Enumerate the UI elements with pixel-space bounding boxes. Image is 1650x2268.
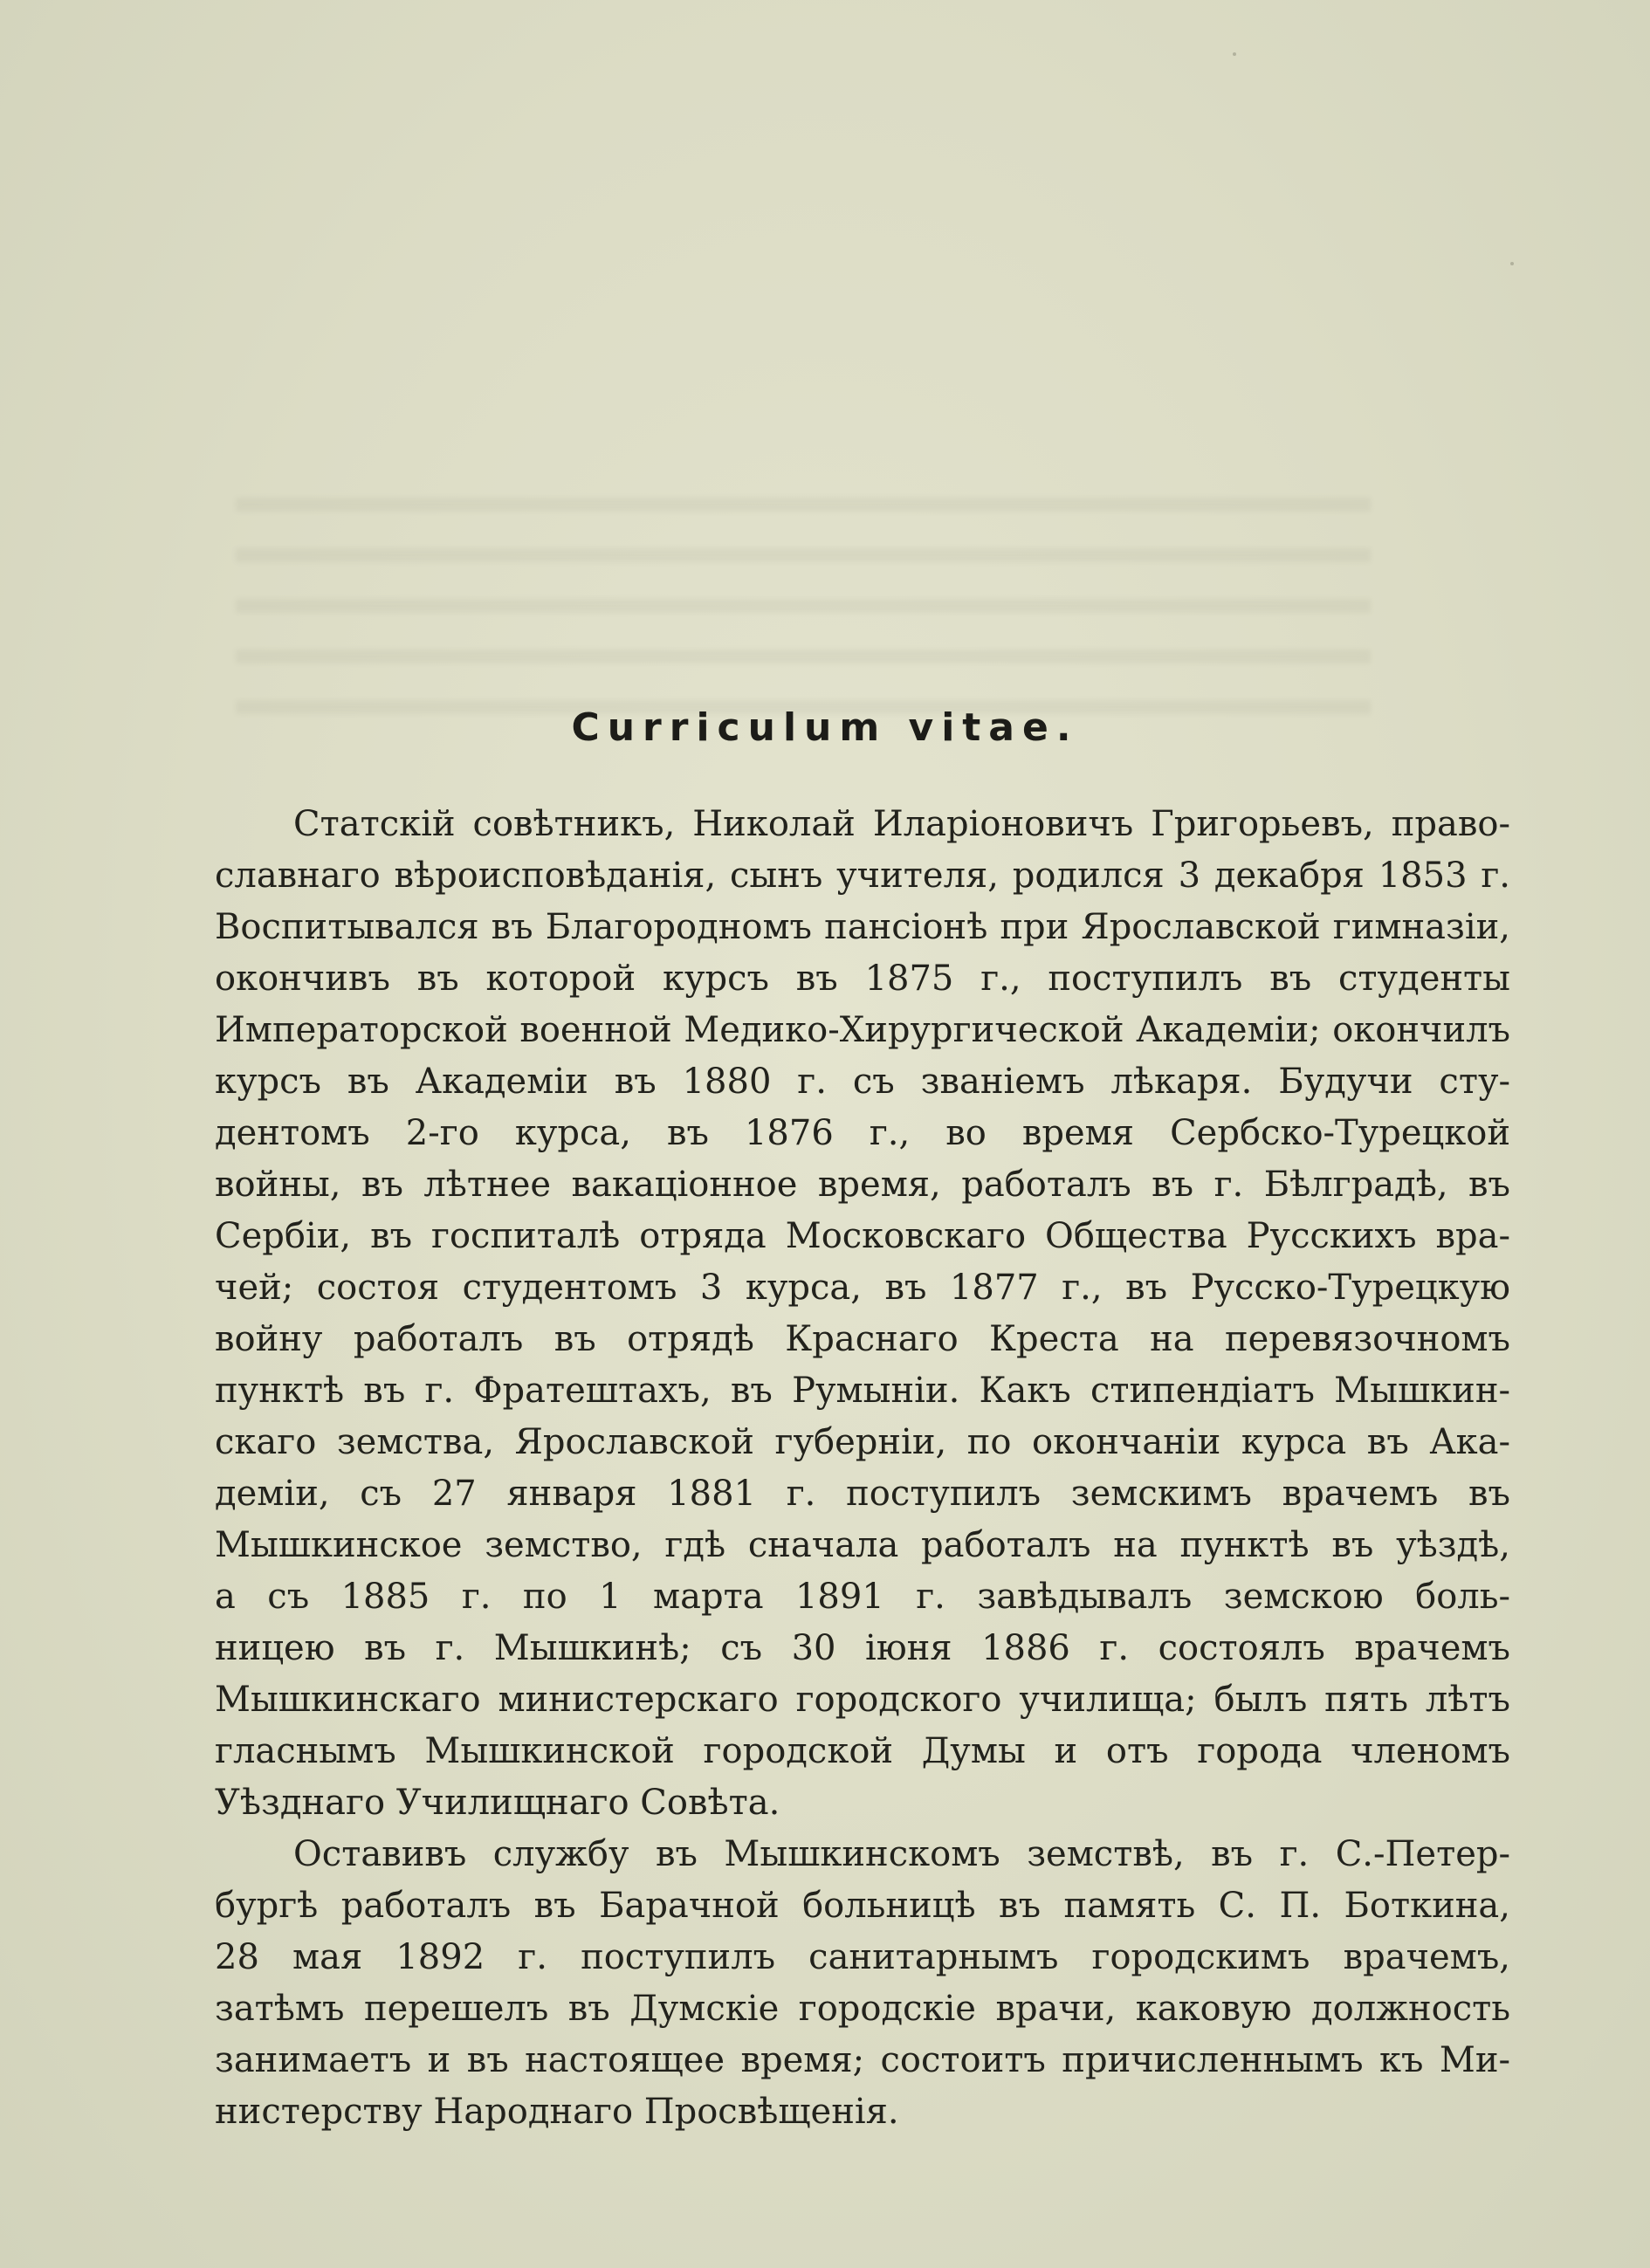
text-line: дентомъ 2-го курса, въ 1876 г., во время Сербско-Турецкой (215, 1113, 1510, 1153)
text-line: Мышкинскаго министерскаго городского училища; былъ пять лѣтъ (215, 1680, 1510, 1720)
text-line: Императорской военной Медико-Хирургической Академіи; окончилъ (215, 1010, 1510, 1050)
text-line: чей; состоя студентомъ 3 курса, въ 1877 г., въ Русско-Турецкую (215, 1268, 1510, 1308)
body-text (215, 799, 1510, 2138)
text-line: окончивъ въ которой курсъ въ 1875 г., поступилъ въ студенты (215, 959, 1510, 999)
page-heading: Curriculum vitae. (571, 705, 1079, 750)
text-line: ницею въ г. Мышкинѣ; съ 30 іюня 1886 г. состоялъ врачемъ (215, 1628, 1510, 1668)
paragraph-2 (215, 1829, 1510, 2138)
paragraph-1 (215, 799, 1510, 1829)
text-line: Воспитывался въ Благородномъ пансіонѣ при Ярославской гимназіи, (215, 907, 1510, 947)
text-line: курсъ въ Академіи въ 1880 г. съ званіемъ лѣкаря. Будучи сту- (215, 1062, 1510, 1102)
text-line: пунктѣ въ г. Фратештахъ, въ Румыніи. Какъ стипендіатъ Мышкин- (215, 1371, 1510, 1411)
paper-speck (1510, 262, 1514, 265)
text-line: деміи, съ 27 января 1881 г. поступилъ земскимъ врачемъ въ (215, 1474, 1510, 1514)
text-line: Статскій совѣтникъ, Николай Иларіоновичъ Григорьевъ, право- (293, 804, 1510, 844)
text-line: Сербіи, въ госпиталѣ отряда Московскаго Общества Русскихъ вра- (215, 1216, 1510, 1256)
text-line: Оставивъ службу въ Мышкинскомъ земствѣ, въ г. С.-Петер- (293, 1834, 1510, 1874)
text-line: Уѣзднаго Училищнаго Совѣта. (215, 1783, 780, 1823)
text-line: войну работалъ въ отрядѣ Краснаго Креста на перевязочномъ (215, 1319, 1510, 1359)
text-line: Мышкинское земство, гдѣ сначала работалъ на пунктѣ въ уѣздѣ, (215, 1525, 1510, 1565)
text-line: занимаетъ и въ настоящее время; состоитъ причисленнымъ къ Ми- (215, 2040, 1510, 2080)
paper-speck (1233, 52, 1236, 56)
text-line: войны, въ лѣтнее вакаціонное время, работалъ въ г. Бѣлградѣ, въ (215, 1165, 1510, 1205)
text-line: бургѣ работалъ въ Барачной больницѣ въ память С. П. Боткина, (215, 1886, 1510, 1926)
text-line: нистерству Народнаго Просвѣщенія. (215, 2092, 899, 2132)
text-line: скаго земства, Ярославской губерніи, по окончаніи курса въ Ака- (215, 1422, 1510, 1462)
text-line: затѣмъ перешелъ въ Думскіе городскіе врачи, каковую должность (215, 1989, 1510, 2029)
text-line: гласнымъ Мышкинской городской Думы и отъ города членомъ (215, 1731, 1510, 1771)
text-line: славнаго вѣроисповѣданія, сынъ учителя, родился 3 декабря 1853 г. (215, 856, 1510, 896)
text-line: 28 мая 1892 г. поступилъ санитарнымъ городскимъ врачемъ, (215, 1937, 1510, 1977)
text-line: а съ 1885 г. по 1 марта 1891 г. завѣдывалъ земскою боль- (215, 1577, 1510, 1617)
